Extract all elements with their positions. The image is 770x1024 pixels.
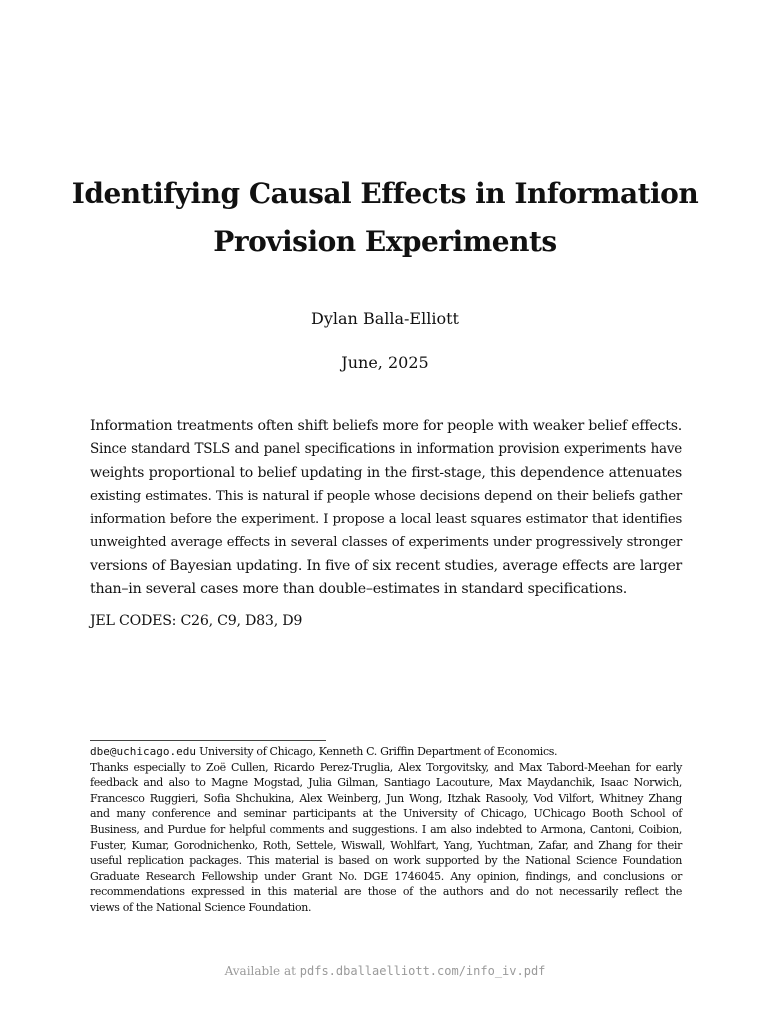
availability-footer bbox=[0, 964, 770, 978]
footer-url-link[interactable]: pdfs.dballaelliott.com/info_iv.pdf bbox=[299, 964, 546, 978]
footnote-line: views of the National Science Foundation. bbox=[90, 900, 312, 914]
footnote-line: Business, and Purdue for helpful comments and suggestions. I am also indebted to Armona, Cantoni, Coibion, bbox=[90, 822, 682, 836]
abstract-line: information before the experiment. I propose a local least squares estimator that identifies bbox=[90, 512, 682, 528]
jel-codes: JEL CODES: C26, C9, D83, D9 bbox=[90, 613, 303, 629]
footnote bbox=[90, 744, 682, 916]
abstract-line: versions of Bayesian updating. In five of six recent studies, average effects are larger bbox=[90, 557, 682, 574]
abstract-line: than–in several cases more than double–estimates in standard specifications. bbox=[90, 581, 627, 598]
paper-title-line-1: Identifying Causal Effects in Information bbox=[71, 177, 699, 210]
footnote-line: Thanks especially to Zoë Cullen, Ricardo Perez-Truglia, Alex Torgovitsky, and Max Tabord-Meehan for early bbox=[90, 760, 682, 774]
footnote-line: useful replication packages. This material is based on work supported by the National Science Foundation bbox=[90, 854, 682, 868]
author-name: Dylan Balla-Elliott bbox=[311, 309, 459, 328]
paper-title-line-2: Provision Experiments bbox=[213, 225, 557, 258]
publication-date: June, 2025 bbox=[341, 353, 429, 372]
abstract-line: Information treatments often shift beliefs more for people with weaker belief effects. bbox=[90, 418, 682, 434]
footnote-rule bbox=[90, 740, 326, 741]
abstract-line: weights proportional to belief updating in the first-stage, this dependence attenuates bbox=[90, 464, 682, 481]
author-affiliation: University of Chicago, Kenneth C. Griffin Department of Economics. bbox=[195, 745, 558, 758]
abstract-line: Since standard TSLS and panel specifications in information provision experiments have bbox=[90, 441, 682, 458]
footnote-affiliation-line bbox=[90, 744, 682, 760]
author-email[interactable]: dbe@uchicago.edu bbox=[90, 745, 196, 758]
abstract-line: unweighted average effects in several classes of experiments under progressively stronger bbox=[90, 535, 682, 551]
footnote-line: and many conference and seminar participants at the University of Chicago, UChicago Booth School of bbox=[90, 807, 682, 821]
footnote-line: Graduate Research Fellowship under Grant No. DGE 1746045. Any opinion, findings, and conclusions or bbox=[90, 869, 682, 883]
footnote-line: Fuster, Kumar, Gorodnichenko, Roth, Settele, Wiswall, Wohlfart, Yang, Yuchtman, Zafar, and Zhang for their bbox=[90, 838, 682, 852]
footnote-line: feedback and also to Magne Mogstad, Julia Gilman, Santiago Lacouture, Max Maydanchik, Isaac Norwich, bbox=[90, 776, 682, 790]
footer-prefix: Available at bbox=[224, 964, 300, 978]
abstract-line: existing estimates. This is natural if people whose decisions depend on their beliefs gather bbox=[90, 488, 682, 504]
paper-title bbox=[60, 170, 710, 266]
footnote-line: recommendations expressed in this material are those of the authors and do not necessarily reflect the bbox=[90, 885, 682, 899]
abstract bbox=[90, 415, 682, 601]
footnote-line: Francesco Ruggieri, Sofia Shchukina, Alex Weinberg, Jun Wong, Itzhak Rasooly, Vod Vilfort, Whitney Zhang bbox=[90, 791, 682, 805]
